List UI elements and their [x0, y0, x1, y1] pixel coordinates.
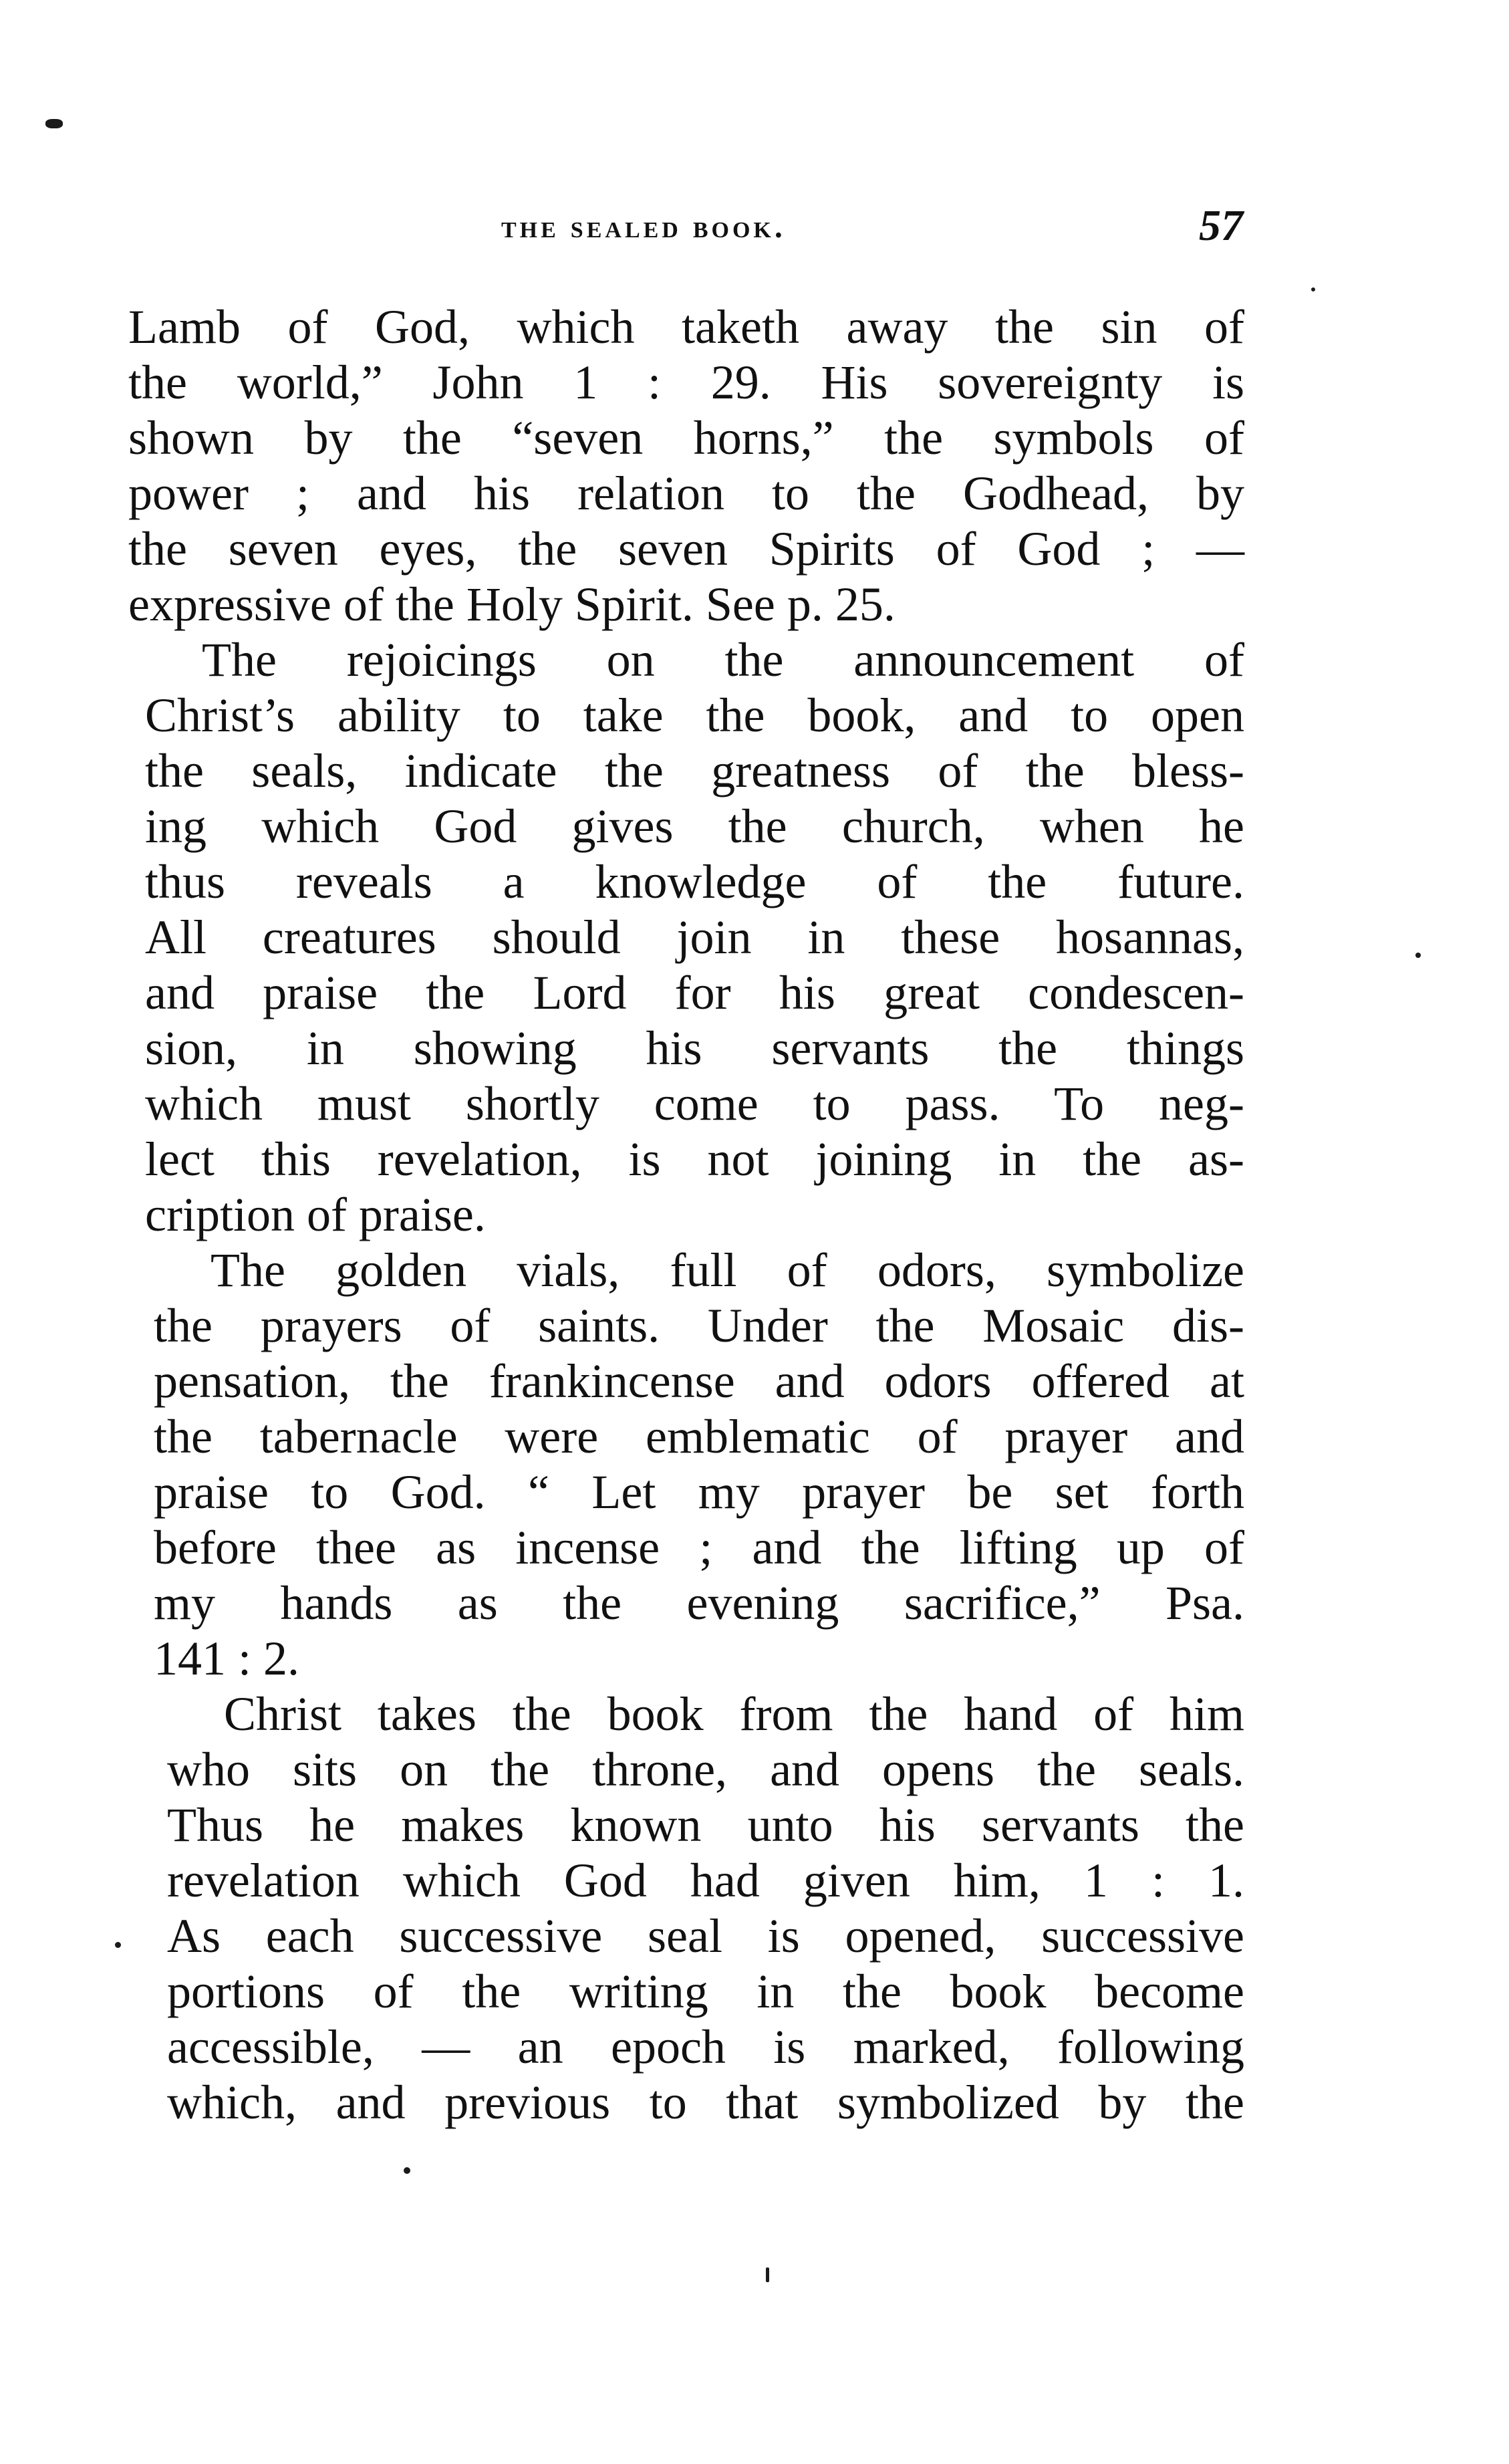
paragraph [145, 632, 1244, 1243]
text-line: expressive of the Holy Spirit. See p. 25. [128, 578, 896, 631]
ink-speck [766, 2267, 769, 2282]
text-line: the seals, indicate the greatness of the bless- [145, 744, 1244, 797]
text-line: Lamb of God, which taketh away the sin of [128, 300, 1244, 354]
ink-speck [115, 1942, 121, 1948]
ink-speck [1415, 953, 1421, 958]
text-line: which, and previous to that symbolized by the [167, 2076, 1244, 2129]
paragraph [154, 1243, 1244, 1687]
text-line: and praise the Lord for his great condescen- [145, 966, 1244, 1019]
text-line: As each successive seal is opened, successive [167, 1909, 1244, 1963]
text-line: All creatures should join in these hosannas, [145, 910, 1244, 964]
text-line: Christ takes the book from the hand of him [224, 1687, 1244, 1741]
text-line: thus reveals a knowledge of the future. [145, 855, 1244, 908]
text-line: power ; and his relation to the Godhead, by [128, 467, 1244, 520]
text-line: revelation which God had given him, 1 : 1. [167, 1854, 1244, 1907]
ink-speck [1311, 287, 1315, 291]
text-line: accessible, — an epoch is marked, following [167, 2020, 1244, 2074]
body-text [128, 299, 1244, 2130]
text-line: cription of praise. [145, 1188, 486, 1241]
text-line: pensation, the frankincense and odors offered at [154, 1354, 1244, 1408]
text-line: who sits on the throne, and opens the seals. [167, 1743, 1244, 1796]
paragraph [167, 1687, 1244, 2130]
text-line: before thee as incense ; and the lifting up of [154, 1521, 1244, 1574]
text-line: ing which God gives the church, when he [145, 799, 1244, 853]
page-number: 57 [1199, 201, 1243, 250]
text-line: portions of the writing in the book become [167, 1965, 1244, 2018]
text-line: the prayers of saints. Under the Mosaic dis- [154, 1299, 1244, 1352]
text-line: sion, in showing his servants the things [145, 1021, 1244, 1075]
ink-speck [45, 119, 63, 128]
text-line: Thus he makes known unto his servants the [167, 1798, 1244, 1852]
text-line: The golden vials, full of odors, symbolize [211, 1243, 1244, 1297]
text-line: which must shortly come to pass. To neg- [145, 1077, 1244, 1130]
text-line: shown by the “seven horns,” the symbols of [128, 411, 1244, 465]
text-line: 141 : 2. [154, 1632, 300, 1685]
ink-speck [404, 2167, 410, 2174]
text-line: my hands as the evening sacrifice,” Psa. [154, 1576, 1244, 1630]
text-line: the seven eyes, the seven Spirits of God ; — [128, 522, 1244, 576]
text-line: Christ’s ability to take the book, and to open [145, 689, 1244, 742]
running-head: the sealed book. [501, 209, 786, 245]
text-line: lect this revelation, is not joining in the as- [145, 1132, 1244, 1186]
text-line: the tabernacle were emblematic of prayer and [154, 1410, 1244, 1463]
page-header [127, 201, 1243, 274]
paragraph [128, 299, 1244, 632]
text-line: praise to God. “ Let my prayer be set forth [154, 1465, 1244, 1519]
text-line: The rejoicings on the announcement of [202, 633, 1244, 687]
text-line: the world,” John 1 : 29. His sovereignty is [128, 356, 1244, 409]
